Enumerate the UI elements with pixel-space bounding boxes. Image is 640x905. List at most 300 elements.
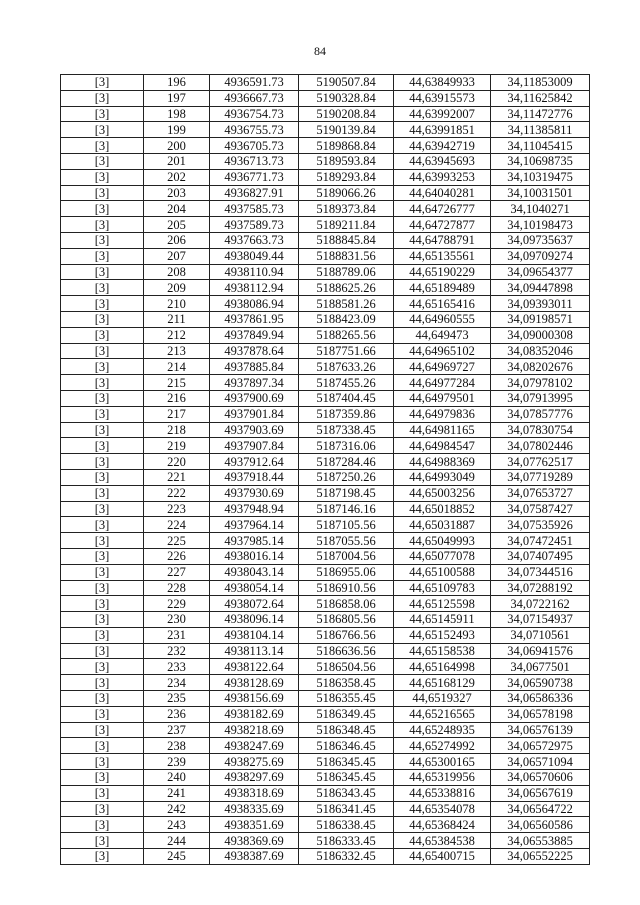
- zone-code-cell: [3]: [61, 359, 144, 375]
- latitude-cell: 44,64788791: [394, 232, 491, 248]
- x-coordinate-cell: 4937663.73: [210, 232, 299, 248]
- x-coordinate-cell: 4938335.69: [210, 801, 299, 817]
- zone-code-cell: [3]: [61, 201, 144, 217]
- latitude-cell: 44,64981165: [394, 422, 491, 438]
- table-row: [61, 201, 590, 217]
- y-coordinate-cell: 5188845.84: [299, 232, 394, 248]
- point-number-cell: 207: [144, 248, 210, 264]
- table-row: [61, 564, 590, 580]
- table-row: [61, 627, 590, 643]
- point-number-cell: 236: [144, 706, 210, 722]
- latitude-cell: 44,65031887: [394, 517, 491, 533]
- latitude-cell: 44,65018852: [394, 501, 491, 517]
- longitude-cell: 34,06572975: [491, 738, 590, 754]
- latitude-cell: 44,65189489: [394, 280, 491, 296]
- y-coordinate-cell: 5187316.06: [299, 438, 394, 454]
- latitude-cell: 44,65165416: [394, 296, 491, 312]
- x-coordinate-cell: 4937878.64: [210, 343, 299, 359]
- x-coordinate-cell: 4936667.73: [210, 90, 299, 106]
- latitude-cell: 44,65368424: [394, 817, 491, 833]
- y-coordinate-cell: 5187455.26: [299, 375, 394, 391]
- latitude-cell: 44,65384538: [394, 833, 491, 849]
- y-coordinate-cell: 5186349.45: [299, 706, 394, 722]
- point-number-cell: 238: [144, 738, 210, 754]
- x-coordinate-cell: 4936771.73: [210, 169, 299, 185]
- y-coordinate-cell: 5186355.45: [299, 691, 394, 707]
- zone-code-cell: [3]: [61, 375, 144, 391]
- y-coordinate-cell: 5187105.56: [299, 517, 394, 533]
- table-row: [61, 706, 590, 722]
- x-coordinate-cell: 4938113.14: [210, 643, 299, 659]
- y-coordinate-cell: 5187751.66: [299, 343, 394, 359]
- longitude-cell: 34,07535926: [491, 517, 590, 533]
- table-row: [61, 248, 590, 264]
- y-coordinate-cell: 5187359.86: [299, 406, 394, 422]
- table-row: [61, 280, 590, 296]
- table-row: [61, 785, 590, 801]
- latitude-cell: 44,65077078: [394, 548, 491, 564]
- longitude-cell: 34,07857776: [491, 406, 590, 422]
- point-number-cell: 206: [144, 232, 210, 248]
- point-number-cell: 219: [144, 438, 210, 454]
- x-coordinate-cell: 4937985.14: [210, 533, 299, 549]
- table-row: [61, 138, 590, 154]
- latitude-cell: 44,65158538: [394, 643, 491, 659]
- latitude-cell: 44,63915573: [394, 90, 491, 106]
- latitude-cell: 44,649473: [394, 327, 491, 343]
- x-coordinate-cell: 4938086.94: [210, 296, 299, 312]
- point-number-cell: 223: [144, 501, 210, 517]
- latitude-cell: 44,63991851: [394, 122, 491, 138]
- zone-code-cell: [3]: [61, 390, 144, 406]
- y-coordinate-cell: 5187055.56: [299, 533, 394, 549]
- point-number-cell: 202: [144, 169, 210, 185]
- longitude-cell: 34,10319475: [491, 169, 590, 185]
- point-number-cell: 215: [144, 375, 210, 391]
- y-coordinate-cell: 5189211.84: [299, 217, 394, 233]
- x-coordinate-cell: 4937918.44: [210, 469, 299, 485]
- zone-code-cell: [3]: [61, 248, 144, 264]
- table-row: [61, 264, 590, 280]
- point-number-cell: 239: [144, 754, 210, 770]
- zone-code-cell: [3]: [61, 501, 144, 517]
- point-number-cell: 230: [144, 612, 210, 628]
- longitude-cell: 34,11385811: [491, 122, 590, 138]
- coordinates-table-body: [61, 75, 590, 865]
- zone-code-cell: [3]: [61, 754, 144, 770]
- latitude-cell: 44,65216565: [394, 706, 491, 722]
- longitude-cell: 34,11472776: [491, 106, 590, 122]
- table-row: [61, 217, 590, 233]
- latitude-cell: 44,64977284: [394, 375, 491, 391]
- point-number-cell: 225: [144, 533, 210, 549]
- latitude-cell: 44,65338816: [394, 785, 491, 801]
- x-coordinate-cell: 4938275.69: [210, 754, 299, 770]
- x-coordinate-cell: 4937849.94: [210, 327, 299, 343]
- y-coordinate-cell: 5187338.45: [299, 422, 394, 438]
- longitude-cell: 34,06560586: [491, 817, 590, 833]
- y-coordinate-cell: 5187198.45: [299, 485, 394, 501]
- x-coordinate-cell: 4937907.84: [210, 438, 299, 454]
- point-number-cell: 222: [144, 485, 210, 501]
- table-row: [61, 327, 590, 343]
- latitude-cell: 44,64726777: [394, 201, 491, 217]
- table-row: [61, 833, 590, 849]
- longitude-cell: 34,0710561: [491, 627, 590, 643]
- zone-code-cell: [3]: [61, 138, 144, 154]
- x-coordinate-cell: 4937930.69: [210, 485, 299, 501]
- longitude-cell: 34,06571094: [491, 754, 590, 770]
- zone-code-cell: [3]: [61, 817, 144, 833]
- latitude-cell: 44,63993253: [394, 169, 491, 185]
- latitude-cell: 44,65190229: [394, 264, 491, 280]
- zone-code-cell: [3]: [61, 706, 144, 722]
- longitude-cell: 34,06564722: [491, 801, 590, 817]
- latitude-cell: 44,65109783: [394, 580, 491, 596]
- latitude-cell: 44,65164998: [394, 659, 491, 675]
- point-number-cell: 196: [144, 75, 210, 91]
- latitude-cell: 44,63945693: [394, 153, 491, 169]
- longitude-cell: 34,09447898: [491, 280, 590, 296]
- x-coordinate-cell: 4937585.73: [210, 201, 299, 217]
- point-number-cell: 210: [144, 296, 210, 312]
- latitude-cell: 44,64727877: [394, 217, 491, 233]
- longitude-cell: 34,07978102: [491, 375, 590, 391]
- page-number: 84: [314, 44, 326, 58]
- latitude-cell: 44,65400715: [394, 849, 491, 865]
- table-row: [61, 122, 590, 138]
- table-row: [61, 643, 590, 659]
- table-row: [61, 485, 590, 501]
- latitude-cell: 44,65168129: [394, 675, 491, 691]
- zone-code-cell: [3]: [61, 406, 144, 422]
- x-coordinate-cell: 4938318.69: [210, 785, 299, 801]
- longitude-cell: 34,07830754: [491, 422, 590, 438]
- latitude-cell: 44,63849933: [394, 75, 491, 91]
- y-coordinate-cell: 5186338.45: [299, 817, 394, 833]
- table-row: [61, 296, 590, 312]
- y-coordinate-cell: 5186345.45: [299, 770, 394, 786]
- table-row: [61, 517, 590, 533]
- point-number-cell: 197: [144, 90, 210, 106]
- y-coordinate-cell: 5186955.06: [299, 564, 394, 580]
- table-row: [61, 169, 590, 185]
- x-coordinate-cell: 4938351.69: [210, 817, 299, 833]
- zone-code-cell: [3]: [61, 612, 144, 628]
- y-coordinate-cell: 5186910.56: [299, 580, 394, 596]
- table-row: [61, 359, 590, 375]
- longitude-cell: 34,09000308: [491, 327, 590, 343]
- point-number-cell: 211: [144, 311, 210, 327]
- point-number-cell: 218: [144, 422, 210, 438]
- latitude-cell: 44,65135561: [394, 248, 491, 264]
- y-coordinate-cell: 5189868.84: [299, 138, 394, 154]
- y-coordinate-cell: 5186858.06: [299, 596, 394, 612]
- zone-code-cell: [3]: [61, 643, 144, 659]
- table-row: [61, 469, 590, 485]
- longitude-cell: 34,07762517: [491, 454, 590, 470]
- point-number-cell: 203: [144, 185, 210, 201]
- x-coordinate-cell: 4938297.69: [210, 770, 299, 786]
- latitude-cell: 44,65319956: [394, 770, 491, 786]
- table-row: [61, 580, 590, 596]
- zone-code-cell: [3]: [61, 454, 144, 470]
- zone-code-cell: [3]: [61, 533, 144, 549]
- longitude-cell: 34,06576139: [491, 722, 590, 738]
- x-coordinate-cell: 4937964.14: [210, 517, 299, 533]
- y-coordinate-cell: 5186332.45: [299, 849, 394, 865]
- latitude-cell: 44,64960555: [394, 311, 491, 327]
- y-coordinate-cell: 5189293.84: [299, 169, 394, 185]
- latitude-cell: 44,64979836: [394, 406, 491, 422]
- x-coordinate-cell: 4937885.84: [210, 359, 299, 375]
- longitude-cell: 34,06578198: [491, 706, 590, 722]
- zone-code-cell: [3]: [61, 438, 144, 454]
- y-coordinate-cell: 5186636.56: [299, 643, 394, 659]
- latitude-cell: 44,64040281: [394, 185, 491, 201]
- x-coordinate-cell: 4938387.69: [210, 849, 299, 865]
- longitude-cell: 34,07288192: [491, 580, 590, 596]
- table-row: [61, 849, 590, 865]
- x-coordinate-cell: 4937897.34: [210, 375, 299, 391]
- y-coordinate-cell: 5186346.45: [299, 738, 394, 754]
- longitude-cell: 34,08202676: [491, 359, 590, 375]
- point-number-cell: 228: [144, 580, 210, 596]
- y-coordinate-cell: 5186348.45: [299, 722, 394, 738]
- table-row: [61, 754, 590, 770]
- table-row: [61, 533, 590, 549]
- y-coordinate-cell: 5189066.26: [299, 185, 394, 201]
- table-row: [61, 659, 590, 675]
- latitude-cell: 44,65152493: [394, 627, 491, 643]
- table-row: [61, 817, 590, 833]
- x-coordinate-cell: 4936591.73: [210, 75, 299, 91]
- point-number-cell: 231: [144, 627, 210, 643]
- zone-code-cell: [3]: [61, 849, 144, 865]
- point-number-cell: 233: [144, 659, 210, 675]
- y-coordinate-cell: 5188265.56: [299, 327, 394, 343]
- point-number-cell: 227: [144, 564, 210, 580]
- x-coordinate-cell: 4937901.84: [210, 406, 299, 422]
- zone-code-cell: [3]: [61, 217, 144, 233]
- y-coordinate-cell: 5190139.84: [299, 122, 394, 138]
- table-row: [61, 501, 590, 517]
- latitude-cell: 44,65300165: [394, 754, 491, 770]
- longitude-cell: 34,07472451: [491, 533, 590, 549]
- longitude-cell: 34,09393011: [491, 296, 590, 312]
- y-coordinate-cell: 5187633.26: [299, 359, 394, 375]
- table-row: [61, 232, 590, 248]
- longitude-cell: 34,09709274: [491, 248, 590, 264]
- point-number-cell: 245: [144, 849, 210, 865]
- point-number-cell: 221: [144, 469, 210, 485]
- longitude-cell: 34,06552225: [491, 849, 590, 865]
- y-coordinate-cell: 5187250.26: [299, 469, 394, 485]
- zone-code-cell: [3]: [61, 833, 144, 849]
- table-row: [61, 185, 590, 201]
- table-row: [61, 375, 590, 391]
- latitude-cell: 44,65049993: [394, 533, 491, 549]
- zone-code-cell: [3]: [61, 548, 144, 564]
- table-row: [61, 691, 590, 707]
- zone-code-cell: [3]: [61, 722, 144, 738]
- x-coordinate-cell: 4938156.69: [210, 691, 299, 707]
- table-row: [61, 75, 590, 91]
- longitude-cell: 34,09198571: [491, 311, 590, 327]
- table-row: [61, 612, 590, 628]
- zone-code-cell: [3]: [61, 232, 144, 248]
- point-number-cell: 241: [144, 785, 210, 801]
- point-number-cell: 208: [144, 264, 210, 280]
- x-coordinate-cell: 4937948.94: [210, 501, 299, 517]
- zone-code-cell: [3]: [61, 122, 144, 138]
- x-coordinate-cell: 4936713.73: [210, 153, 299, 169]
- y-coordinate-cell: 5186345.45: [299, 754, 394, 770]
- point-number-cell: 204: [144, 201, 210, 217]
- zone-code-cell: [3]: [61, 770, 144, 786]
- point-number-cell: 220: [144, 454, 210, 470]
- zone-code-cell: [3]: [61, 280, 144, 296]
- y-coordinate-cell: 5186805.56: [299, 612, 394, 628]
- x-coordinate-cell: 4938128.69: [210, 675, 299, 691]
- point-number-cell: 200: [144, 138, 210, 154]
- zone-code-cell: [3]: [61, 485, 144, 501]
- x-coordinate-cell: 4938122.64: [210, 659, 299, 675]
- y-coordinate-cell: 5187004.56: [299, 548, 394, 564]
- latitude-cell: 44,6519327: [394, 691, 491, 707]
- longitude-cell: 34,07802446: [491, 438, 590, 454]
- point-number-cell: 224: [144, 517, 210, 533]
- longitude-cell: 34,07407495: [491, 548, 590, 564]
- y-coordinate-cell: 5186358.45: [299, 675, 394, 691]
- zone-code-cell: [3]: [61, 691, 144, 707]
- x-coordinate-cell: 4938016.14: [210, 548, 299, 564]
- table-row: [61, 311, 590, 327]
- zone-code-cell: [3]: [61, 596, 144, 612]
- latitude-cell: 44,65248935: [394, 722, 491, 738]
- x-coordinate-cell: 4936754.73: [210, 106, 299, 122]
- longitude-cell: 34,07344516: [491, 564, 590, 580]
- zone-code-cell: [3]: [61, 738, 144, 754]
- longitude-cell: 34,06586336: [491, 691, 590, 707]
- y-coordinate-cell: 5190328.84: [299, 90, 394, 106]
- zone-code-cell: [3]: [61, 296, 144, 312]
- latitude-cell: 44,65354078: [394, 801, 491, 817]
- latitude-cell: 44,64988369: [394, 454, 491, 470]
- point-number-cell: 232: [144, 643, 210, 659]
- zone-code-cell: [3]: [61, 169, 144, 185]
- x-coordinate-cell: 4938218.69: [210, 722, 299, 738]
- y-coordinate-cell: 5186341.45: [299, 801, 394, 817]
- y-coordinate-cell: 5188789.06: [299, 264, 394, 280]
- y-coordinate-cell: 5187146.16: [299, 501, 394, 517]
- y-coordinate-cell: 5186766.56: [299, 627, 394, 643]
- longitude-cell: 34,08352046: [491, 343, 590, 359]
- table-row: [61, 106, 590, 122]
- latitude-cell: 44,64979501: [394, 390, 491, 406]
- x-coordinate-cell: 4937903.69: [210, 422, 299, 438]
- table-row: [61, 675, 590, 691]
- zone-code-cell: [3]: [61, 469, 144, 485]
- zone-code-cell: [3]: [61, 90, 144, 106]
- x-coordinate-cell: 4938112.94: [210, 280, 299, 296]
- coordinates-table: [60, 74, 590, 865]
- table-row: [61, 438, 590, 454]
- longitude-cell: 34,07913995: [491, 390, 590, 406]
- zone-code-cell: [3]: [61, 627, 144, 643]
- y-coordinate-cell: 5186504.56: [299, 659, 394, 675]
- zone-code-cell: [3]: [61, 785, 144, 801]
- y-coordinate-cell: 5188625.26: [299, 280, 394, 296]
- latitude-cell: 44,65125598: [394, 596, 491, 612]
- zone-code-cell: [3]: [61, 580, 144, 596]
- longitude-cell: 34,07154937: [491, 612, 590, 628]
- x-coordinate-cell: 4936755.73: [210, 122, 299, 138]
- table-row: [61, 406, 590, 422]
- latitude-cell: 44,63992007: [394, 106, 491, 122]
- table-row: [61, 596, 590, 612]
- latitude-cell: 44,63942719: [394, 138, 491, 154]
- x-coordinate-cell: 4936827.91: [210, 185, 299, 201]
- y-coordinate-cell: 5189593.84: [299, 153, 394, 169]
- latitude-cell: 44,64984547: [394, 438, 491, 454]
- y-coordinate-cell: 5187284.46: [299, 454, 394, 470]
- y-coordinate-cell: 5188581.26: [299, 296, 394, 312]
- longitude-cell: 34,1040271: [491, 201, 590, 217]
- zone-code-cell: [3]: [61, 75, 144, 91]
- table-row: [61, 738, 590, 754]
- point-number-cell: 242: [144, 801, 210, 817]
- point-number-cell: 240: [144, 770, 210, 786]
- longitude-cell: 34,06553885: [491, 833, 590, 849]
- longitude-cell: 34,06941576: [491, 643, 590, 659]
- y-coordinate-cell: 5188831.56: [299, 248, 394, 264]
- y-coordinate-cell: 5186333.45: [299, 833, 394, 849]
- point-number-cell: 234: [144, 675, 210, 691]
- x-coordinate-cell: 4937589.73: [210, 217, 299, 233]
- point-number-cell: 198: [144, 106, 210, 122]
- latitude-cell: 44,65145911: [394, 612, 491, 628]
- point-number-cell: 212: [144, 327, 210, 343]
- point-number-cell: 214: [144, 359, 210, 375]
- y-coordinate-cell: 5190507.84: [299, 75, 394, 91]
- latitude-cell: 44,65003256: [394, 485, 491, 501]
- longitude-cell: 34,11625842: [491, 90, 590, 106]
- point-number-cell: 229: [144, 596, 210, 612]
- longitude-cell: 34,11045415: [491, 138, 590, 154]
- table-row: [61, 722, 590, 738]
- x-coordinate-cell: 4938110.94: [210, 264, 299, 280]
- zone-code-cell: [3]: [61, 153, 144, 169]
- point-number-cell: 243: [144, 817, 210, 833]
- table-row: [61, 390, 590, 406]
- longitude-cell: 34,07719289: [491, 469, 590, 485]
- latitude-cell: 44,65100588: [394, 564, 491, 580]
- latitude-cell: 44,64969727: [394, 359, 491, 375]
- zone-code-cell: [3]: [61, 343, 144, 359]
- longitude-cell: 34,0677501: [491, 659, 590, 675]
- zone-code-cell: [3]: [61, 264, 144, 280]
- latitude-cell: 44,65274992: [394, 738, 491, 754]
- table-row: [61, 801, 590, 817]
- y-coordinate-cell: 5188423.09: [299, 311, 394, 327]
- point-number-cell: 201: [144, 153, 210, 169]
- longitude-cell: 34,07587427: [491, 501, 590, 517]
- point-number-cell: 235: [144, 691, 210, 707]
- longitude-cell: 34,09735637: [491, 232, 590, 248]
- y-coordinate-cell: 5186343.45: [299, 785, 394, 801]
- point-number-cell: 209: [144, 280, 210, 296]
